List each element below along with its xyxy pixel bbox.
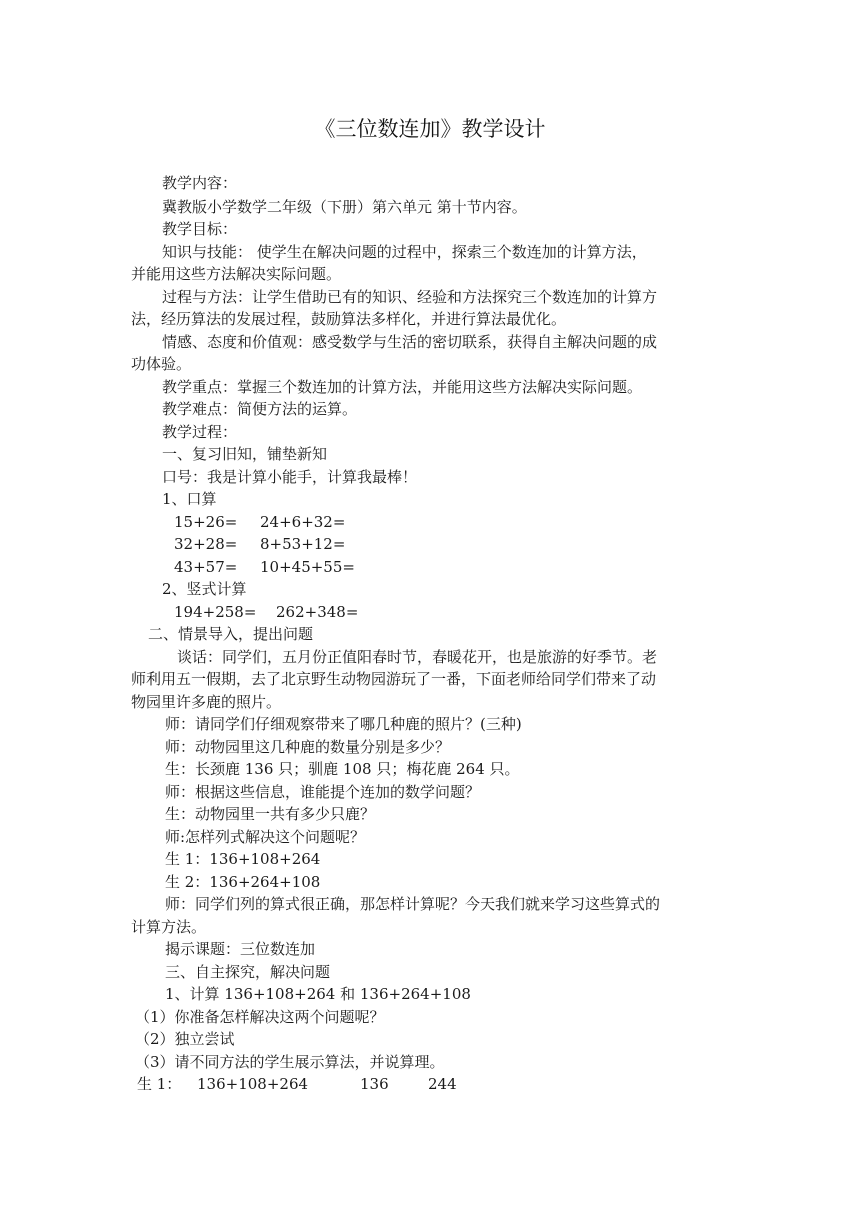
text-line: 师：动物园里这几种鹿的数量分别是多少？ — [165, 738, 451, 756]
text-line: 口号：我是计算小能手，计算我最棒！ — [162, 468, 418, 486]
text-line: 生 2：136+264+108 — [165, 873, 321, 891]
text-line: 师：同学们列的算式很正确，那怎样计算呢？今天我们就来学习这些算式的 — [165, 895, 661, 913]
math-item: 194+258= — [174, 603, 257, 621]
text-line: 计算方法。 — [131, 918, 207, 936]
section-heading: 一、复习旧知，铺垫新知 — [162, 445, 328, 463]
text-line: （2）独立尝试 — [135, 1030, 235, 1048]
text-line: 生：长颈鹿 136 只；驯鹿 108 只；梅花鹿 264 只。 — [165, 760, 520, 778]
text-line: 教学过程： — [162, 423, 238, 441]
text-line: 教学重点：掌握三个数连加的计算方法，并能用这些方法解决实际问题。 — [162, 378, 643, 396]
text-line: （1）你准备怎样解决这两个问题呢？ — [135, 1008, 385, 1026]
math-item: 136 — [360, 1075, 389, 1093]
math-item: 24+6+32= — [260, 513, 346, 531]
text-line: 知识与技能： 使学生在解决问题的过程中，探索三个数连加的计算方法， — [162, 243, 647, 261]
math-item: 136+108+264 — [197, 1075, 309, 1093]
text-line: 师：请同学们仔细观察带来了哪几种鹿的照片？(三种) — [165, 715, 522, 733]
text-line: 师利用五一假期，去了北京野生动物园游玩了一番，下面老师给同学们带来了动 — [131, 670, 657, 688]
document-title: 《三位数连加》教学设计 — [314, 117, 546, 141]
math-item: 15+26= — [174, 513, 238, 531]
text-line: 1、计算 136+108+264 和 136+264+108 — [165, 985, 471, 1003]
math-item: 8+53+12= — [260, 535, 346, 553]
text-line: 功体验。 — [131, 355, 192, 373]
student-label: 生 1： — [137, 1075, 182, 1093]
math-item: 32+28= — [174, 535, 238, 553]
text-line: 师:怎样列式解决这个问题呢？ — [165, 828, 366, 846]
text-line: 揭示课题：三位数连加 — [165, 940, 316, 958]
text-line: 法，经历算法的发展过程，鼓励算法多样化，并进行算法最优化。 — [131, 310, 567, 328]
text-line: 2、竖式计算 — [162, 580, 247, 598]
text-line: 教学难点：简便方法的运算。 — [162, 400, 358, 418]
math-item: 244 — [428, 1075, 457, 1093]
math-item: 43+57= — [174, 558, 238, 576]
text-line: 谈话：同学们，五月份正值阳春时节，春暖花开，也是旅游的好季节。老 — [177, 648, 658, 666]
text-line: 物园里许多鹿的照片。 — [131, 693, 282, 711]
math-item: 262+348= — [276, 603, 359, 621]
text-line: 生：动物园里一共有多少只鹿？ — [165, 805, 376, 823]
section-heading: 三、自主探究，解决问题 — [165, 963, 331, 981]
text-line: （3）请不同方法的学生展示算法，并说算理。 — [135, 1053, 445, 1071]
text-line: 情感、态度和价值观：感受数学与生活的密切联系，获得自主解决问题的成 — [162, 333, 658, 351]
text-line: 过程与方法：让学生借助已有的知识、经验和方法探究三个数连加的计算方 — [162, 288, 658, 306]
text-line: 并能用这些方法解决实际问题。 — [131, 265, 342, 283]
math-item: 10+45+55= — [260, 558, 355, 576]
text-line: 1、口算 — [162, 490, 217, 508]
text-line: 教学内容： — [162, 174, 238, 192]
text-line: 师：根据这些信息，谁能提个连加的数学问题？ — [165, 783, 481, 801]
text-line: 教学目标： — [162, 220, 238, 238]
section-heading: 二、情景导入，提出问题 — [148, 625, 314, 643]
text-line: 冀教版小学数学二年级（下册）第六单元 第十节内容。 — [162, 198, 527, 216]
text-line: 生 1：136+108+264 — [165, 850, 321, 868]
